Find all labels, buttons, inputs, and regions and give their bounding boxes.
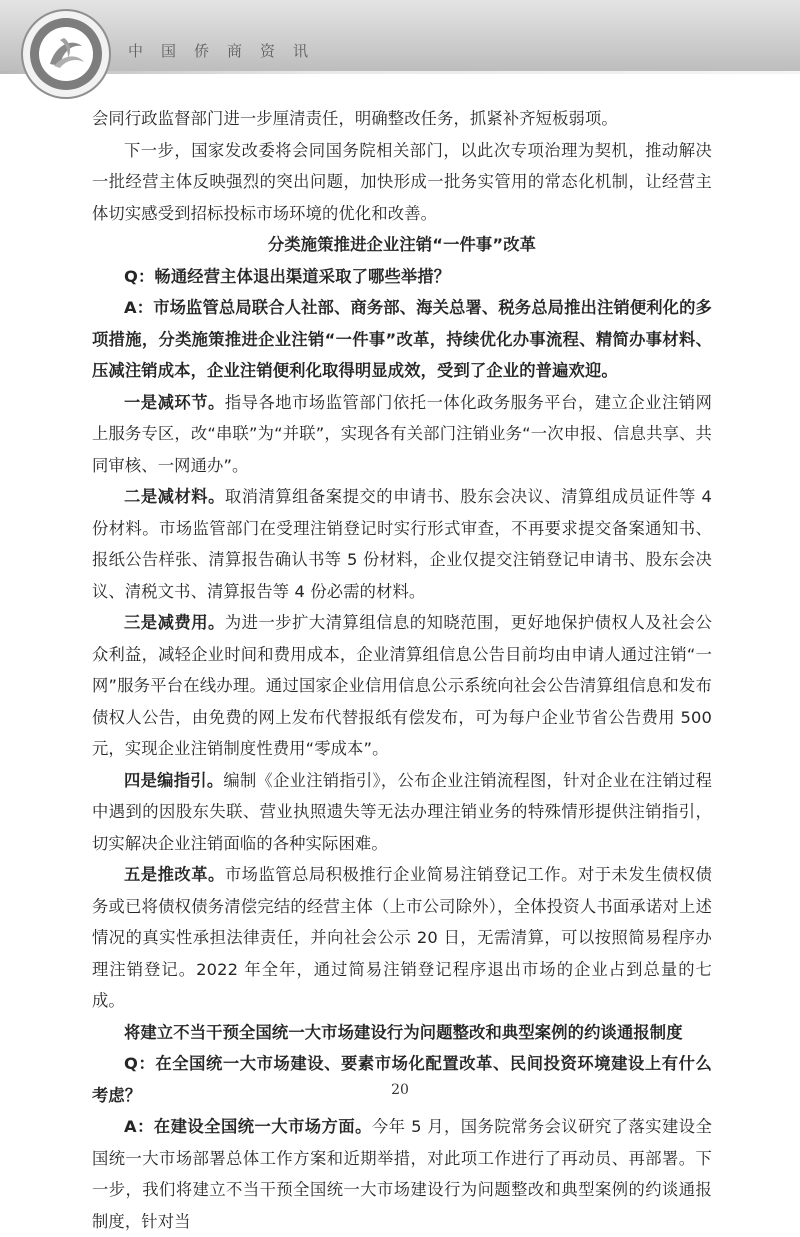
section-heading: 分类施策推进企业注销“一件事”改革 [267,235,537,254]
item-lead: 三是减费用。 [124,613,225,632]
publication-title: 中国侨商资讯 [128,42,327,60]
article-body [92,103,712,1237]
item-lead: 二是减材料。 [124,487,225,506]
question: Q：在全国统一大市场建设、要素市场化配置改革、民间投资环境建设上有什么考虑？ [92,1054,712,1105]
list-item [92,765,712,860]
item-lead: 四是编指引。 [124,770,224,790]
association-logo [20,8,112,100]
answer-lead: A：在建设全国统一大市场方面。 [124,1117,372,1136]
list-item [92,387,712,482]
answer-text: 今年 5 月，国务院常务会议研究了落实建设全国统一大市场部署总体工作方案和近期举措，对此项工作进行了再动员、再部署。下一步，我们将建立不当干预全国统一大市场建设行为问题整改和典型案例的约谈通报制度，针对当 [92,1117,712,1231]
answer-intro: A：市场监管总局联合人社部、商务部、海关总署、税务总局推出注销便利化的多项措施，分类施策推进企业注销“一件事”改革，持续优化办事流程、精简办事材料、压减注销成本，企业注销便利化取得明显成效，受到了企业的普遍欢迎。 [92,298,712,380]
answer [92,1111,712,1237]
item-text: 指导各地市场监管部门依托一体化政务服务平台，建立企业注销网上服务专区，改“串联”为“并联”，实现各有关部门注销业务“一次申报、信息共享、共同审核、一网通办”。 [92,392,713,475]
list-item [92,607,712,765]
page-number: 20 [391,1082,409,1098]
header-band [0,0,800,72]
paragraph: 会同行政监督部门进一步厘清责任，明确整改任务，抓紧补齐短板弱项。 [92,109,618,128]
question: Q：畅通经营主体退出渠道采取了哪些举措？ [124,266,451,286]
page-header [0,0,800,100]
item-text: 取消清算组备案提交的申请书、股东会决议、清算组成员证件等 4 份材料。市场监管部门在受理注销登记时实行形式审查，不再要求提交备案通知书、报纸公告样张、清算报告确认书等 5 份材料，企业仅提交注销登记申请书、股东会决议、清税文书、清算报告等 4 份必需的材料。 [92,487,712,601]
paragraph: 下一步，国家发改委将会同国务院相关部门，以此次专项治理为契机，推动解决一批经营主体反映强烈的突出问题，加快形成一批务实管用的常态化机制，让经营主体切实感受到招标投标市场环境的优化和改善。 [92,140,712,223]
item-lead: 一是减环节。 [124,392,225,412]
section-heading: 将建立不当干预全国统一大市场建设行为问题整改和典型案例的约谈通报制度 [124,1022,683,1042]
list-item [92,481,712,607]
list-item [92,859,712,1017]
item-text: 为进一步扩大清算组信息的知晓范围，更好地保护债权人及社会公众利益，减轻企业时间和费用成本，企业清算组信息公告目前均由申请人通过注销“一网”服务平台在线办理。通过国家企业信用信息公示系统向社会公告清算组信息和发布债权人公告，由免费的网上发布代替报纸有偿发布，可为每户企业节省公告费用 500 元，实现企业注销制度性费用“零成本”。 [92,613,713,758]
item-text: 编制《企业注销指引》，公布企业注销流程图，针对企业在注销过程中遇到的因股东失联、营业执照遗失等无法办理注销业务的特殊情形提供注销指引，切实解决企业注销面临的各种实际困难。 [92,770,713,853]
item-lead: 五是推改革。 [124,865,225,884]
item-text: 市场监管总局积极推行企业简易注销登记工作。对于未发生债权债务或已将债权债务清偿完结的经营主体（上市公司除外），全体投资人书面承诺对上述情况的真实性承担法律责任，并向社会公示 20 日，无需清算，可以按照简易程序办理注销登记。2022 年全年，通过简易注销登记程序退出市场的企业占到总量的七成。 [92,865,713,1010]
